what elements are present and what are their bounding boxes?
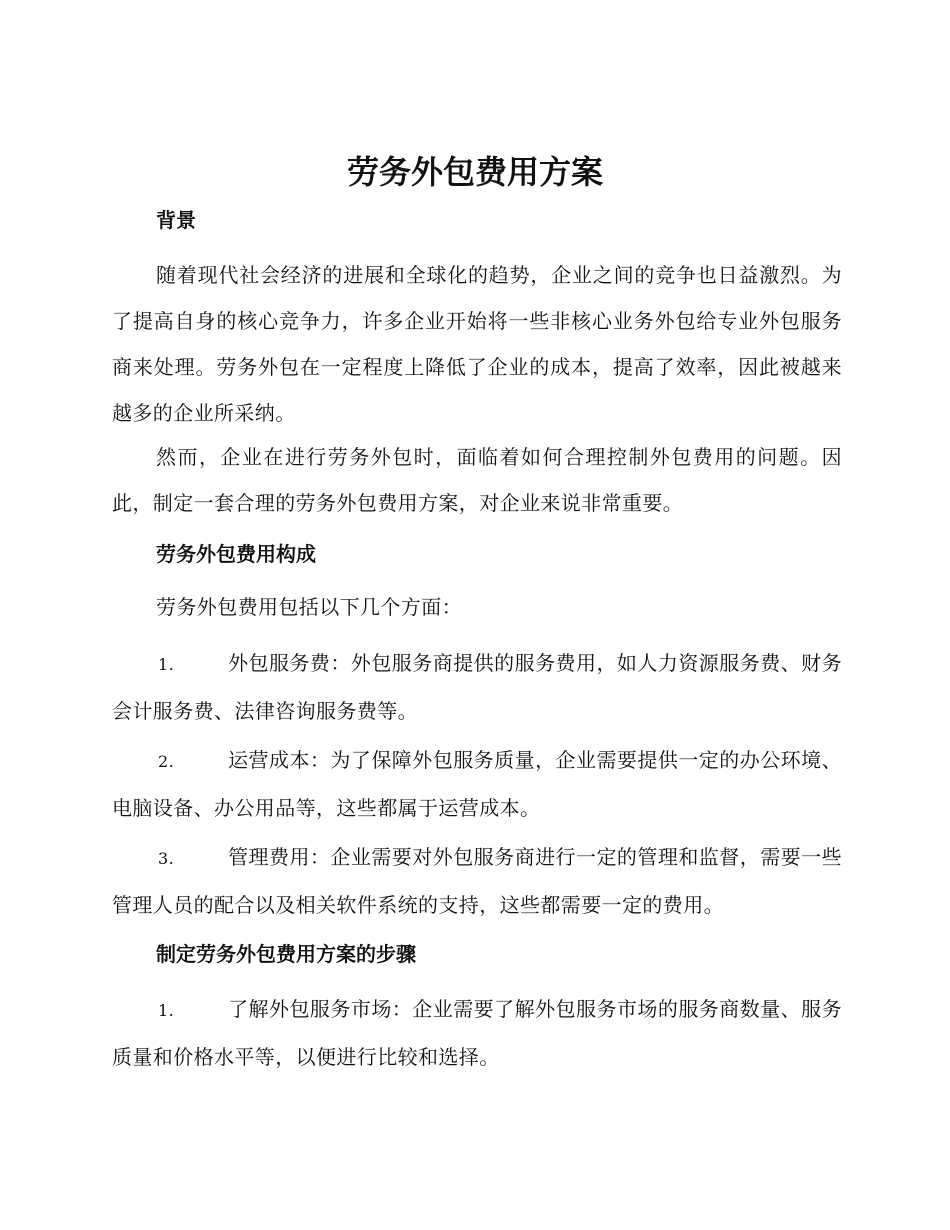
section-heading-background: 背景 — [156, 208, 196, 232]
list-item — [112, 640, 842, 734]
list-item-text: 管理费用：企业需要对外包服务商进行一定的管理和监督，需要一些管理人员的配合以及相关软件系统的支持，这些都需要一定的费用。 — [112, 845, 842, 917]
list-item — [112, 834, 842, 928]
list-item-text: 外包服务费：外包服务商提供的服务费用，如人力资源服务费、财务会计服务费、法律咨询服务费等。 — [112, 651, 842, 723]
list-item-number: 3. — [158, 849, 175, 868]
paragraph: 然而，企业在进行劳务外包时，面临着如何合理控制外包费用的问题。因此，制定一套合理的劳务外包费用方案，对企业来说非常重要。 — [112, 445, 842, 515]
list-item-number: 2. — [158, 752, 175, 771]
paragraph: 劳务外包费用包括以下几个方面： — [156, 595, 462, 619]
section-heading-steps: 制定劳务外包费用方案的步骤 — [156, 942, 416, 966]
section-heading-cost-composition: 劳务外包费用构成 — [156, 542, 316, 566]
list-item — [112, 737, 842, 831]
list-item-number: 1. — [158, 1001, 175, 1020]
list-item-number: 1. — [158, 655, 175, 674]
list-item-text: 运营成本：为了保障外包服务质量，企业需要提供一定的办公环境、电脑设备、办公用品等，这些都属于运营成本。 — [112, 748, 842, 820]
document-title: 劳务外包费用方案 — [346, 153, 603, 191]
paragraph: 随着现代社会经济的进展和全球化的趋势，企业之间的竞争也日益激烈。为了提高自身的核心竞争力，许多企业开始将一些非核心业务外包给专业外包服务商来处理。劳务外包在一定程度上降低了企业的成本，提高了效率，因此被越来越多的企业所采纳。 — [112, 263, 842, 425]
list-item — [112, 986, 842, 1080]
list-item-text: 了解外包服务市场：企业需要了解外包服务市场的服务商数量、服务质量和价格水平等，以便进行比较和选择。 — [112, 997, 842, 1069]
